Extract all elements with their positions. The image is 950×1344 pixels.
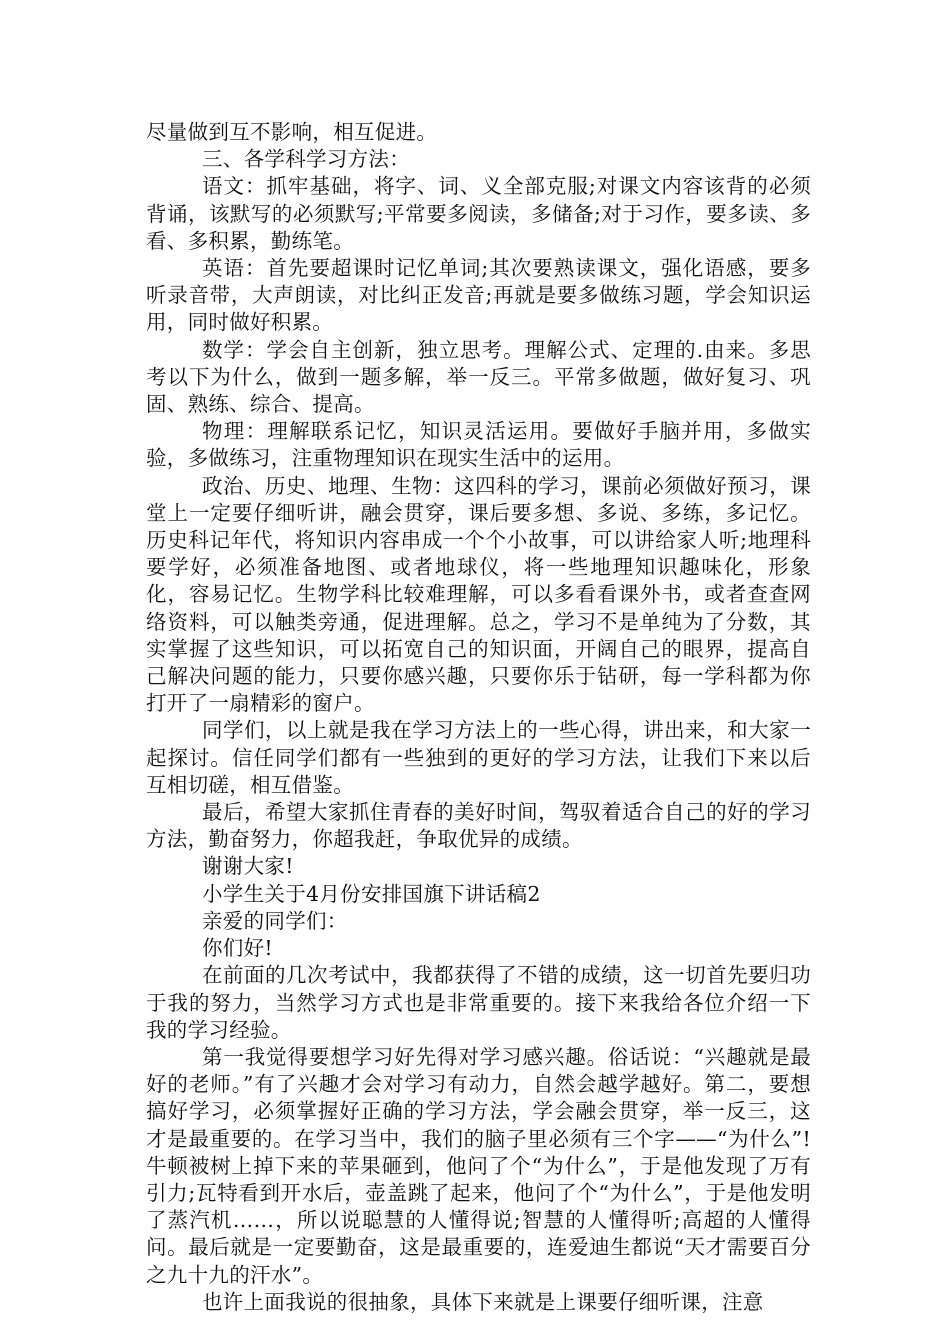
document-body <box>146 119 811 1316</box>
paragraph: 第一我觉得要想学习好先得对学习感兴趣。俗话说：“兴趣就是最好的老师。”有了兴趣才会对学习有动力，自然会越学越好。第二，要想搞好学习，必须掌握好正确的学习方法，学会融会贯穿，举一反三，这才是最重要的。在学习当中，我们的脑子里必须有三个字——“为什么”!牛顿被树上掉下来的苹果砸到，他问了个“为什么”，于是他发现了万有引力;瓦特看到开水后，壶盖跳了起来，他问了个“为什么”，于是他发明了蒸汽机……，所以说聪慧的人懂得说;智慧的人懂得听;高超的人懂得问。最后就是一定要勤奋，这是最重要的，连爱迪生都说“天才需要百分之九十九的汗水”。 <box>146 1044 811 1287</box>
paragraph: 政治、历史、地理、生物：这四科的学习，课前必须做好预习，课堂上一定要仔细听讲，融会贯穿，课后要多想、多说、多练，多记忆。历史科记年代，将知识内容串成一个个小故事，可以讲给家人听;地理科要学好，必须准备地图、或者地球仪，将一些地理知识趣味化，形象化，容易记忆。生物学科比较难理解，可以多看看课外书，或者查查网络资料，可以触类旁通，促进理解。总之，学习不是单纯为了分数，其实掌握了这些知识，可以拓宽自己的知识面，开阔自己的眼界，提高自己解决问题的能力，只要你感兴趣，只要你乐于钻研，每一学科都为你打开了一扇精彩的窗户。 <box>146 473 811 716</box>
paragraph: 谢谢大家! <box>202 854 294 879</box>
section-heading: 三、各学科学习方法： <box>202 147 410 172</box>
paragraph: 也许上面我说的很抽象，具体下来就是上课要仔细听课，注意 <box>202 1289 764 1314</box>
greeting: 你们好! <box>202 936 273 961</box>
salutation: 亲爱的同学们： <box>202 908 348 933</box>
paragraph: 在前面的几次考试中，我都获得了不错的成绩，这一切首先要归功于我的努力，当然学习方式也是非常重要的。接下来我给各位介绍一下我的学习经验。 <box>146 963 811 1042</box>
speech-title: 小学生关于4月份安排国旗下讲话稿2 <box>202 881 541 906</box>
paragraph: 数学：学会自主创新，独立思考。理解公式、定理的.由来。多思考以下为什么，做到一题多解，举一反三。平常多做题，做好复习、巩固、熟练、综合、提高。 <box>146 337 811 417</box>
paragraph: 英语：首先要超课时记忆单词;其次要熟读课文，强化语感，要多听录音带，大声朗读，对比纠正发音;再就是要多做练习题，学会知识运用，同时做好积累。 <box>146 256 811 335</box>
paragraph: 最后，希望大家抓住青春的美好时间，驾驭着适合自己的好的学习方法，勤奋努力，你超我赶，争取优异的成绩。 <box>146 800 811 852</box>
paragraph: 同学们，以上就是我在学习方法上的一些心得，讲出来，和大家一起探讨。信任同学们都有一些独到的更好的学习方法，让我们下来以后互相切磋，相互借鉴。 <box>146 718 811 797</box>
paragraph: 尽量做到互不影响，相互促进。 <box>146 120 438 144</box>
paragraph: 语文：抓牢基础，将字、词、义全部克服;对课文内容该背的必须背诵，该默写的必须默写;平常要多阅读，多储备;对于习作，要多读、多看、多积累，勤练笔。 <box>146 174 811 253</box>
paragraph: 物理：理解联系记忆，知识灵活运用。要做好手脑并用，多做实验，多做练习，注重物理知识在现实生活中的运用。 <box>146 419 811 471</box>
